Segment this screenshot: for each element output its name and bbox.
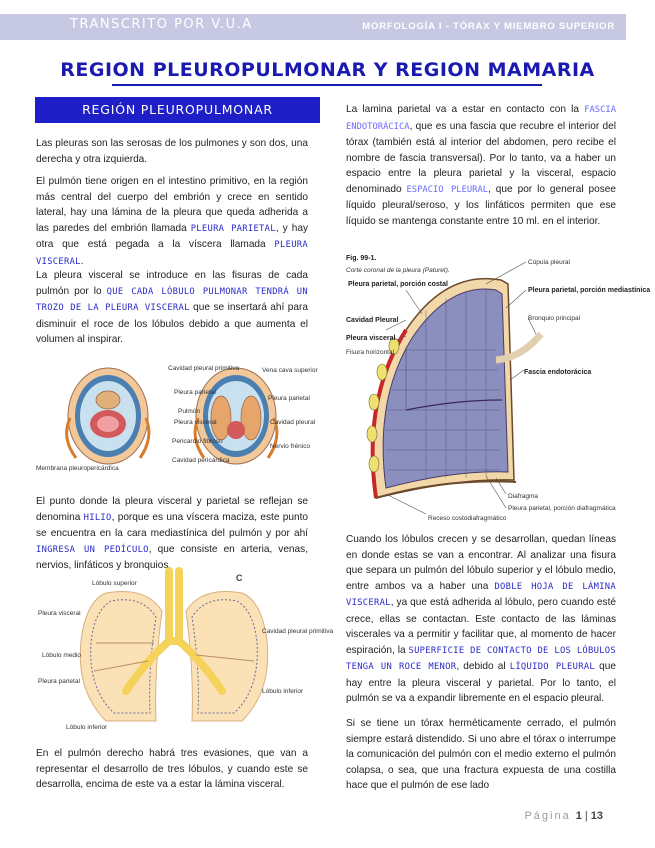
- fig2-letter: C: [236, 573, 243, 583]
- right-paragraph-2: Cuando los lóbulos crecen y se desarrollan, quedan líneas en donde estas se van a encontrar. Al analizar una fisura que separa un pulmón del lóbulo superior y el lóbulo medio, entre ambos va a haber una DOBLE HOJA DE LÁMINA VISCERAL, ya que está adherida al lóbulo, pero cuando esté crece, ellas se contactan. Este contacto de las láminas viscerales va a permitir y facilitar que, al momento de hacer espiración, la SUPERFICIE DE CONTACTO DE LOS LÓBULOS TENGA UN ROCE MENOR, debido al LÍQUIDO PLEURAL que hay entre la pleura visceral y parietal. Por lo tanto, el pulmón se va a expandir libremente en el espacio pleural.: [346, 534, 616, 704]
- highlight-pleura-parietal: PLEURA PARIETAL: [190, 223, 276, 234]
- highlight-fascia-endotoracica: FASCIA ENDOTORÁCICA: [346, 105, 616, 132]
- highlight-pediculo: INGRESA UN PEDÍCULO: [36, 544, 149, 555]
- fig3-subtitle: Corte coronal de la pleura (Paturet).: [346, 267, 450, 274]
- fig3-label-2: Pleura parietal, porción mediastínica: [528, 287, 651, 294]
- fig2-label-1: Pleura visceral: [38, 610, 81, 617]
- highlight-liquido-pleural: LÍQUIDO PLEURAL: [509, 662, 596, 672]
- fig2-label-2: Lóbulo medio: [42, 652, 82, 659]
- highlight-doble-hoja: DOBLE HOJA DE LÁMINA VISCERAL: [346, 581, 616, 608]
- header-transcriber: TRANSCRITO POR V.U.A: [70, 17, 253, 32]
- fig1-label-3: Pleura visceral: [174, 419, 217, 426]
- fig1-label-8: Pleura parietal: [268, 395, 310, 402]
- fig2-label-4: Cavidad pleural primitiva: [262, 628, 334, 635]
- fig3-label-10: Receso costodiafragmático: [428, 515, 507, 522]
- fig1-label-2: Pulmón: [178, 408, 201, 415]
- fig1-label-4: Pericardio fibroso: [172, 438, 223, 445]
- footer-label: Página: [524, 810, 571, 822]
- fig1-label-10: Nervio frénico: [270, 443, 311, 450]
- left-paragraph-2: El pulmón tiene origen en el intestino primitivo, en la región más central del cuerpo del embrión y crece en sentido lateral, hay una lámina de la pleura que queda adherida a las paredes del embrión llamada PLEURA PARIETAL, y hay otra que está pegada a la víscera llamada PLEURA VISCERAL.: [36, 176, 308, 267]
- fig3-title: Fig. 99-1.: [346, 255, 377, 262]
- highlight-pleura-visceral: PLEURA VISCERAL: [36, 240, 308, 267]
- fig3-label-8: Diafragma: [508, 493, 538, 500]
- highlight-lobulo: QUE CADA LÓBULO PULMONAR TENDRÁ UN TROZO DE LA PLEURA VISCERAL: [36, 286, 308, 313]
- embryo-pleura-figure: [36, 358, 318, 478]
- right-paragraph-3: Si se tiene un tórax herméticamente cerrado, el pulmón siempre estará distendido. Si uno abre el tórax o interrumpe la comunicación del pulmón con el medio externo el pulmón colapsa, o sea, que una fractura expuesta de una costilla hace que el pulmón de ese lado: [346, 718, 616, 791]
- fig3-label-4: Cavidad Pleural: [346, 317, 399, 324]
- fig1-label-6: Membrana pleuropericárdica: [36, 465, 119, 472]
- right-paragraph-1: La lamina parietal va a estar en contacto con la FASCIA ENDOTORÁCICA, que es una fascia que recubre el interior del tórax (también está al interior del abdomen, pero recibe el nombre de fascia transversal). Por lo tanto, va a haber un espacio entre la pleura parietal y la visceral, espacio denominado ESPACIO PLEURAL, que por lo general posee líquido pleural/seroso, y los linfáticos permiten que ese líquido se mantenga constante entre 10 ml. en el interior.: [346, 104, 616, 227]
- fig2-label-6: Lóbulo inferior: [66, 724, 108, 731]
- fig3-label-9: Pleura parietal, porción diafragmática: [508, 505, 616, 512]
- fig3-label-7: Fascia endotorácica: [524, 369, 592, 376]
- left-paragraph-5: En el pulmón derecho habrá tres evasiones, que van a representar el desarrollo de tres lóbulos, y cuando este se desarrolla, encima de este va a estar la lámina visceral.: [36, 748, 308, 790]
- left-paragraph-1: Las pleuras son las serosas de los pulmones y son dos, una derecha y otra izquierda.: [36, 138, 308, 165]
- section-heading: REGIÓN PLEUROPULMONAR: [82, 102, 273, 117]
- lobes-figure: [36, 571, 334, 731]
- header-course: MORFOLOGÍA I - TÓRAX Y MIEMBRO SUPERIOR: [362, 21, 615, 32]
- fig2-label-5: Lóbulo inferior: [262, 688, 304, 695]
- left-paragraph-4: El punto donde la pleura visceral y parietal se reflejan se denomina HILIO, porque es una víscera maciza, este punto se encuentra en la cara mediastínica del pulmón y por ahí INGRESA UN PEDÍCULO, que consiste en arteria, venas, nervios, linfáticos y bronquios.: [36, 496, 309, 571]
- coronal-pleura-figure: [346, 250, 651, 522]
- fig3-label-0: Cúpula pleural: [528, 259, 570, 266]
- title-underline: [112, 84, 542, 86]
- page-footer: Página 1 | 13: [524, 810, 603, 822]
- fig2-label-3: Pleura parietal: [38, 678, 80, 685]
- fig3-label-6: Fisura horizontal: [346, 349, 395, 356]
- fig3-label-1: Pleura parietal, porción costal: [348, 281, 448, 288]
- fig1-label-1: Pleura parietal: [174, 389, 216, 396]
- embryo-section-right: [195, 368, 277, 464]
- fig1-label-9: Cavidad pleural: [270, 419, 316, 426]
- fig1-label-0: Cavidad pleural primitiva: [168, 365, 240, 372]
- fig1-label-5: Cavidad pericárdica: [172, 457, 230, 464]
- left-paragraph-3: La pleura visceral se introduce en las fisuras de cada pulmón por lo QUE CADA LÓBULO PULMONAR TENDRÁ UN TROZO DE LA PLEURA VISCERAL que se insertará ahí para disminuir el roce de los lóbulos debido a que aumenta el volumen al inspirar.: [36, 270, 308, 345]
- fig3-label-5: Pleura visceral: [346, 335, 396, 342]
- highlight-superficie-contacto: SUPERFICIE DE CONTACTO DE LOS LÓBULOS TENGA UN ROCE MENOR: [346, 645, 616, 672]
- footer-page: 1: [575, 810, 582, 822]
- highlight-hilio: HILIO: [83, 512, 112, 523]
- fig1-label-7: Vena cava superior: [262, 367, 318, 374]
- fig2-label-0: Lóbulo superior: [92, 580, 137, 587]
- fig3-label-3: Bronquio principal: [528, 315, 581, 322]
- footer-total: 13: [590, 810, 603, 822]
- page-title: REGION PLEUROPULMONAR Y REGION MAMARIA: [60, 59, 595, 81]
- highlight-espacio-pleural: ESPACIO PLEURAL: [406, 184, 489, 195]
- embryo-section-left: [67, 368, 149, 464]
